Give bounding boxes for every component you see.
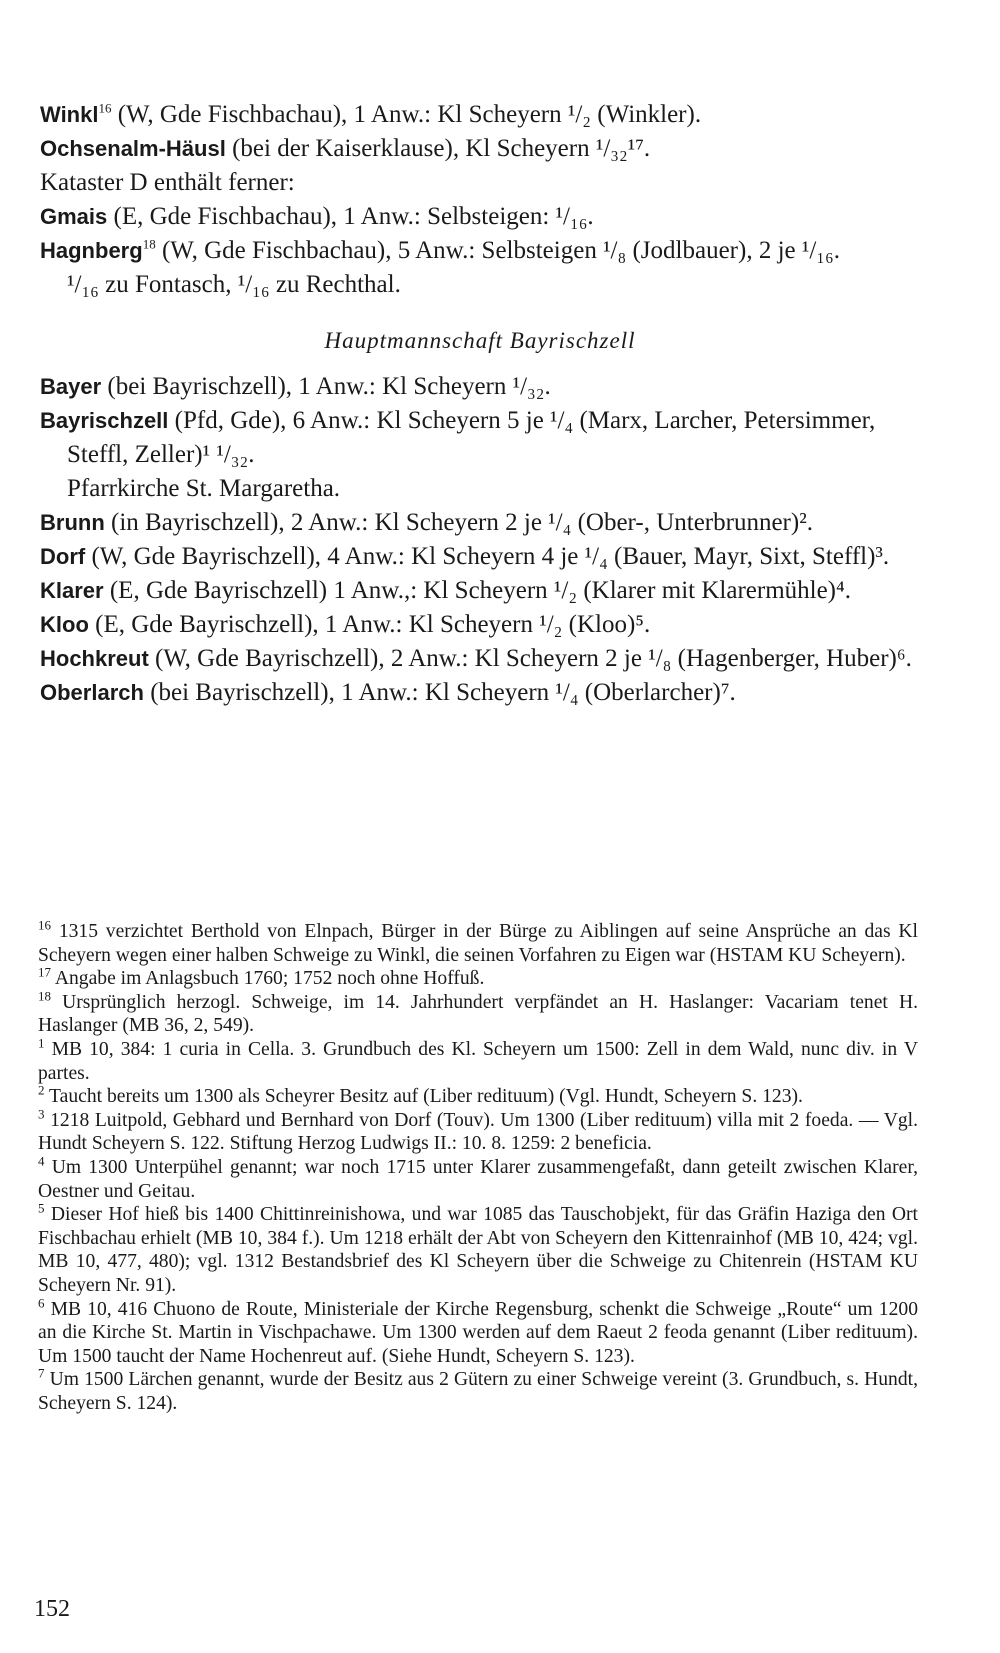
footnote-2 [38, 1082, 918, 1109]
entry-name: Hagnberg [40, 238, 143, 263]
footnote-16 [38, 917, 918, 967]
entry-text: (E, Gde Bayrischzell), 1 Anw.: Kl Scheyern ¹/₂ (Kloo)⁵. [88, 611, 651, 638]
entry-name: Ochsenalm-Häusl [40, 136, 226, 161]
footnote-text: Taucht bereits um 1300 als Scheyrer Besitz auf (Liber redituum) (Vgl. Hundt, Scheyern S. 123). [49, 1086, 803, 1108]
entry-dorf [40, 540, 920, 574]
footnote-6 [38, 1294, 918, 1369]
entry-bayer [40, 370, 920, 404]
footnote-mark: 2 [38, 1082, 45, 1098]
footnote-mark: 6 [38, 1294, 45, 1310]
entry-name: Hochkreut [40, 646, 149, 671]
entry-text: (W, Gde Bayrischzell), 4 Anw.: Kl Scheyern 4 je ¹/₄ (Bauer, Mayr, Sixt, Steffl)³. [85, 543, 890, 570]
entry-bayrischzell [40, 404, 920, 472]
footnote-text: MB 10, 384: 1 curia in Cella. 3. Grundbuch des Kl. Scheyern um 1500: Zell in dem Wald, nunc div. in V partes. [38, 1038, 918, 1084]
footnote-mark: 17 [38, 964, 51, 980]
entry-text: (Pfd, Gde), 6 Anw.: Kl Scheyern 5 je ¹/₄ (Marx, Larcher, Petersimmer, Steffl, Zeller)¹ ¹/₃₂. [67, 407, 876, 468]
entry-text: (E, Gde Bayrischzell) 1 Anw.,: Kl Scheyern ¹/₂ (Klarer mit Klarermühle)⁴. [103, 577, 851, 604]
footnote-text: Um 1300 Unterpühel genannt; war noch 1715 unter Klarer zusammengefaßt, dann geteilt zwischen Klarer, Oestner und Geitau. [38, 1156, 918, 1202]
footnote-mark: 3 [38, 1106, 45, 1122]
kataster-line: Kataster D enthält ferner: [40, 169, 295, 196]
entry-text: (W, Gde Fischbachau), 5 Anw.: Selbsteigen ¹/₈ (Jodlbauer), 2 je ¹/₁₆. [155, 237, 840, 264]
entry-oberlarch [40, 676, 920, 710]
entry-name: Oberlarch [40, 680, 144, 705]
footnote-7 [38, 1365, 918, 1415]
footnote-ref[interactable]: 18 [142, 236, 156, 252]
entry-name: Gmais [40, 204, 108, 229]
page-number: 152 [34, 1596, 70, 1622]
entry-hagnberg [40, 234, 920, 268]
footnote-text: Um 1500 Lärchen genannt, wurde der Besitz aus 2 Gütern zu einer Schweige vereint (3. Grundbuch, s. Hundt, Scheyern S. 124). [38, 1369, 918, 1414]
footnote-mark: 18 [38, 988, 51, 1004]
entry-gmais [40, 200, 920, 234]
footnote-text: Angabe im Anlagsbuch 1760; 1752 noch ohne Hoffuß. [54, 968, 485, 990]
entry-ochsenalm-haeusl [40, 132, 920, 166]
footnote-17 [38, 964, 918, 991]
entry-text: (in Bayrischzell), 2 Anw.: Kl Scheyern 2 je ¹/₄ (Ober-, Unterbrunner)². [104, 509, 813, 536]
entry-winkl [40, 98, 920, 132]
kataster-extra: ¹/₁₆ zu Fontasch, ¹/₁₆ zu Rechthal. [67, 271, 401, 298]
footnote-3 [38, 1106, 918, 1156]
entry-name: Dorf [40, 544, 86, 569]
section-title: Hauptmannschaft Bayrischzell [324, 328, 636, 353]
entry-brunn [40, 506, 920, 540]
footnote-text: 1315 verzichtet Berthold von Elnpach, Bürger in der Bürge zu Aiblingen auf seine Ansprüche an das Kl Scheyern wegen einer halben Schweige zu Winkl, die seinen Vorfahren zu Eigen war (HSTAM KU Scheyern). [38, 921, 918, 966]
footnote-text: 1218 Luitpold, Gebhard und Bernhard von Dorf (Touv). Um 1300 (Liber redituum) villa mit 2 foeda. — Vgl. Hundt Scheyern S. 122. Stiftung Herzog Ludwigs II.: 10. 8. 1259: 2 beneficia. [38, 1109, 918, 1155]
entry-name: Bayrischzell [40, 408, 169, 433]
gazetteer-entries [40, 98, 920, 710]
entry-name: Kloo [40, 612, 89, 637]
entry-text: (W, Gde Bayrischzell), 2 Anw.: Kl Scheyern 2 je ¹/₈ (Hagenberger, Huber)⁶. [148, 645, 912, 672]
entry-hochkreut [40, 642, 920, 676]
entry-name: Brunn [40, 510, 105, 535]
footnotes [38, 917, 918, 1415]
footnote-1 [38, 1035, 918, 1085]
footnote-text: Ursprünglich herzogl. Schweige, im 14. Jahrhundert verpfändet an H. Haslanger: Vacariam tenet H. Haslanger (MB 36, 2, 549). [38, 991, 918, 1037]
footnote-text: MB 10, 416 Chuono de Route, Ministeriale der Kirche Regensburg, schenkt die Schweige „Route“ um 1200 an die Kirche St. Martin in Vischpachawe. Um 1300 werden auf dem Raeut 2 feoda genannt (Liber redituum). Um 1500 taucht der Name Hochenreut auf. (Siehe Hundt, Scheyern S. 123). [38, 1298, 918, 1367]
entry-pfarrkirche: Pfarrkirche St. Margaretha. [67, 475, 341, 502]
footnote-ref[interactable]: 16 [98, 100, 112, 116]
footnote-mark: 5 [38, 1200, 45, 1216]
entry-text: (W, Gde Fischbachau), 1 Anw.: Kl Scheyern ¹/₂ (Winkler). [111, 101, 702, 128]
footnote-4 [38, 1153, 918, 1203]
footnote-mark: 16 [38, 917, 51, 933]
footnote-mark: 4 [38, 1153, 45, 1169]
entry-text: (bei Bayrischzell), 1 Anw.: Kl Scheyern ¹/₄ (Oberlarcher)⁷. [143, 679, 736, 706]
entry-text: (bei Bayrischzell), 1 Anw.: Kl Scheyern ¹/₃₂. [101, 373, 551, 400]
entry-name: Bayer [40, 374, 102, 399]
entry-name: Klarer [40, 578, 104, 603]
footnote-mark: 1 [38, 1035, 45, 1051]
entry-kloo [40, 608, 920, 642]
entry-name: Winkl [40, 102, 99, 127]
footnote-5 [38, 1200, 918, 1297]
entry-text: (bei der Kaiserklause), Kl Scheyern ¹/₃₂¹⁷. [225, 135, 651, 162]
footnote-mark: 7 [38, 1365, 45, 1381]
entry-klarer [40, 574, 920, 608]
entry-text: (E, Gde Fischbachau), 1 Anw.: Selbsteigen: ¹/₁₆. [107, 203, 594, 230]
footnote-text: Dieser Hof hieß bis 1400 Chittinreinishowa, und war 1085 das Tauschobjekt, für das Gräfin Haziga den Ort Fischbachau erhielt (MB 10, 384 f.). Um 1218 erhält der Abt von Scheyern den Kittenrainhof (MB 10, 424; vgl. MB 10, 477, 480); vgl. 1312 Bestandsbrief des Kl Scheyern über die Schweige zu Chitenrein (HSTAM KU Scheyern Nr. 91). [38, 1204, 918, 1296]
footnote-18 [38, 988, 918, 1038]
